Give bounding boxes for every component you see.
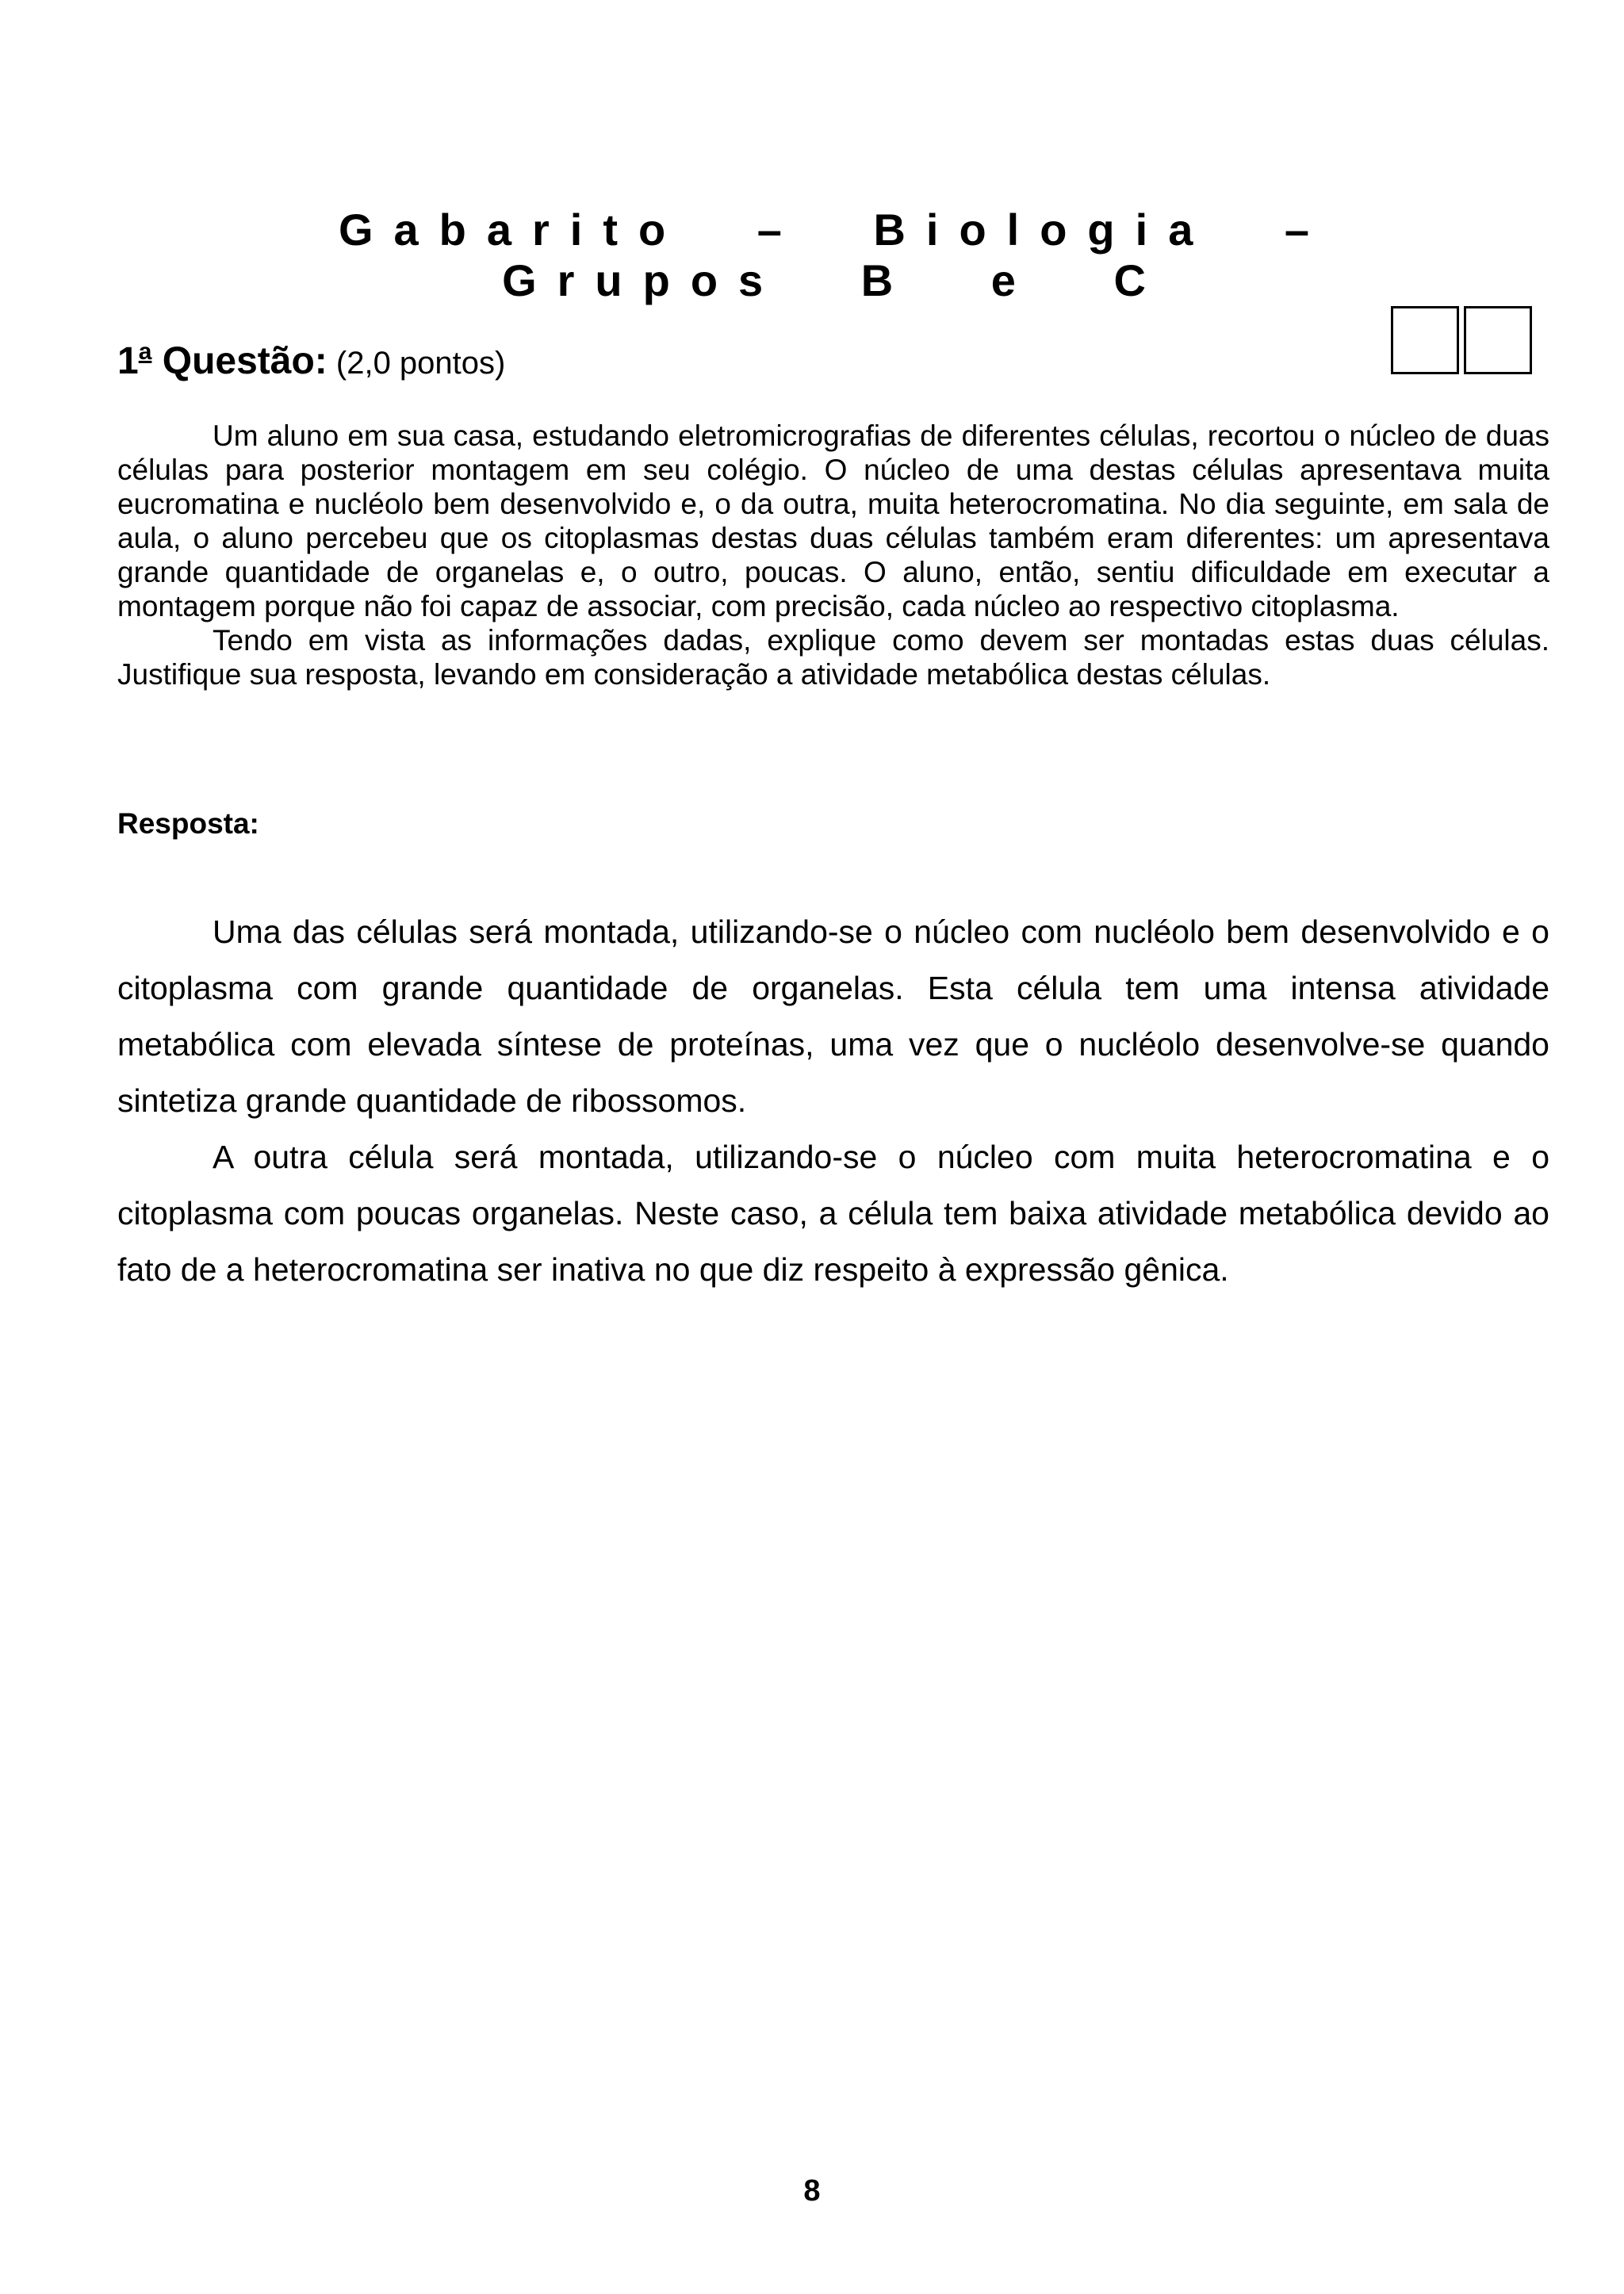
score-box <box>1464 306 1532 374</box>
question-ordinal: a <box>138 339 152 365</box>
question-points: (2,0 pontos) <box>335 346 506 381</box>
question-header <box>117 328 505 387</box>
answer-paragraph: A outra célula será montada, utilizando-se o núcleo com muita heterocromatina e o citoplasma com poucas organelas. Neste caso, a célula tem baixa atividade metabólica devido ao fato de a heterocromatina ser inativa no que diz respeito à expressão gênica. <box>117 1139 1549 1288</box>
answer-paragraph: Uma das células será montada, utilizando-se o núcleo com nucléolo bem desenvolvido e o citoplasma com grande quantidade de organelas. Esta célula tem uma intensa atividade metabólica com elevada síntese de proteínas, uma vez que o nucléolo desenvolve-se quando sintetiza grande quantidade de ribossomos. <box>117 913 1549 1119</box>
page-title: Gabarito – Biologia – <box>338 205 1331 255</box>
question-label-suffix: Questão: <box>151 340 327 382</box>
question-number: 1 <box>117 340 139 382</box>
statement-paragraph: Um aluno em sua casa, estudando eletromicrografias de diferentes células, recortou o núcleo de duas células para posterior montagem em seu colégio. O núcleo de uma destas células apresentava muita eucromatina e nucléolo bem desenvolvido e, o da outra, muita heterocromatina. No dia seguinte, em sala de aula, o aluno percebeu que os citoplasmas destas duas células também eram diferentes: um apresentava grande quantidade de organelas e, o outro, poucas. O aluno, então, sentiu dificuldade em executar a montagem porque não foi capaz de associar, com precisão, cada núcleo ao respectivo citoplasma. <box>117 419 1549 622</box>
score-box <box>1391 306 1459 374</box>
answer-text <box>117 904 1549 1298</box>
question-label <box>117 340 327 382</box>
score-boxes <box>1391 306 1532 374</box>
statement-paragraph: Tendo em vista as informações dadas, explique como devem ser montadas estas duas células. Justifique sua resposta, levando em consideração a atividade metabólica destas células. <box>117 624 1549 691</box>
answer-label: Resposta: <box>117 807 259 840</box>
question-statement <box>117 419 1549 691</box>
page-number: 8 <box>803 2174 821 2208</box>
page-subtitle: Grupos B e C <box>502 255 1166 305</box>
